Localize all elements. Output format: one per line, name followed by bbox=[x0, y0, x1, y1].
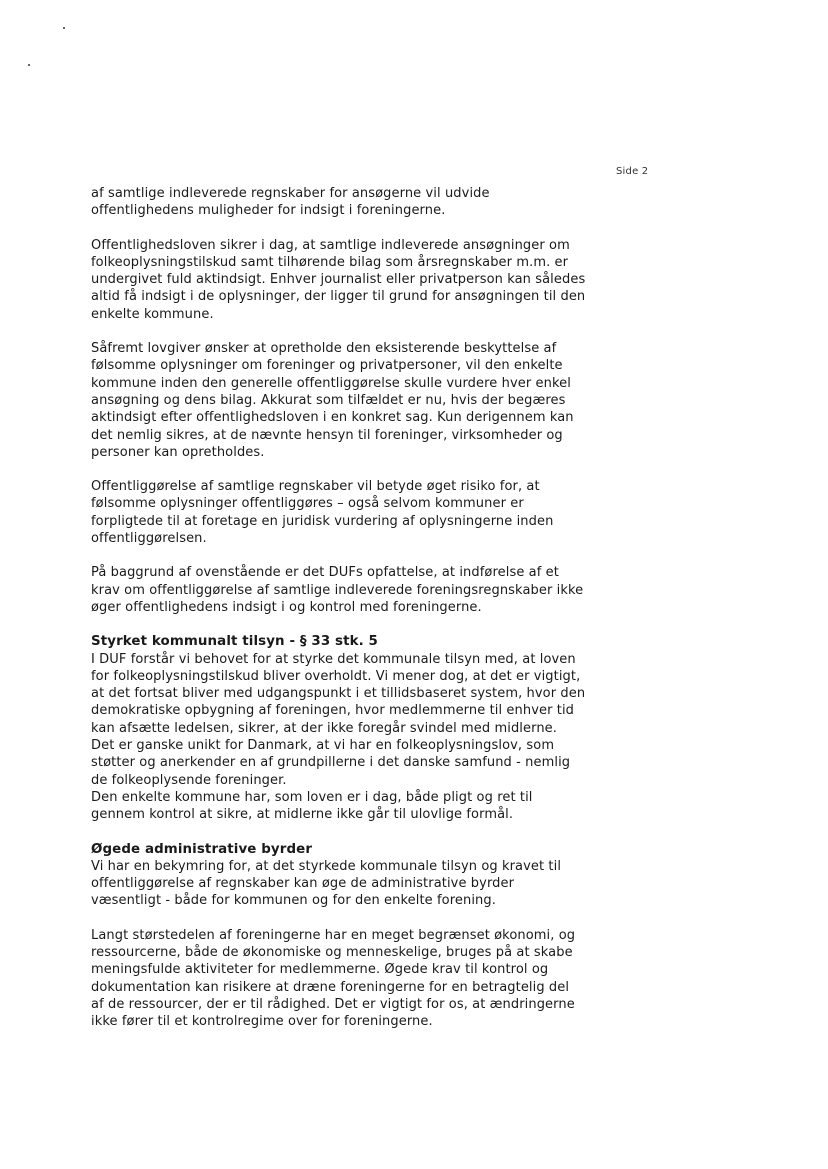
text-line: offentliggørelsen. bbox=[91, 531, 207, 547]
text-line: enkelte kommune. bbox=[91, 306, 214, 322]
paragraph bbox=[91, 237, 611, 323]
scan-speck bbox=[63, 27, 65, 29]
text-line: følsomme oplysninger om foreninger og privatpersoner, vil den enkelte bbox=[91, 358, 563, 374]
paragraph bbox=[91, 858, 611, 910]
paragraph bbox=[91, 651, 611, 789]
text-line: folkeoplysningstilskud samt tilhørende bilag som årsregnskaber m.m. er bbox=[91, 254, 569, 270]
section-heading: Øgede administrative byrder bbox=[91, 841, 313, 857]
paragraph bbox=[91, 789, 611, 824]
text-line: undergivet fuld aktindsigt. Enhver journalist eller privatperson kan således bbox=[91, 272, 586, 288]
text-line: Langt størstedelen af foreningerne har en meget begrænset økonomi, og bbox=[91, 927, 576, 943]
page-number: Side 2 bbox=[616, 166, 649, 177]
text-line: I DUF forstår vi behovet for at styrke det kommunale tilsyn med, at loven bbox=[91, 651, 576, 667]
text-line: øger offentlighedens indsigt i og kontrol med foreningerne. bbox=[91, 599, 482, 615]
text-line: ressourcerne, både de økonomiske og menneskelige, bruges på at skabe bbox=[91, 944, 573, 960]
text-line: personer kan opretholdes. bbox=[91, 444, 265, 460]
text-line: kommune inden den generelle offentliggørelse skulle vurdere hver enkel bbox=[91, 375, 571, 391]
text-line: offentliggørelse af regnskaber kan øge de administrative byrder bbox=[91, 876, 515, 892]
section-heading: Styrket kommunalt tilsyn - § 33 stk. 5 bbox=[91, 634, 378, 650]
text-line: Offentlighedsloven sikrer i dag, at samtlige indleverede ansøgninger om bbox=[91, 237, 570, 253]
paragraph bbox=[91, 185, 611, 220]
text-line: for folkeoplysningstilskud bliver overholdt. Vi mener dog, at det er vigtigt, bbox=[91, 668, 581, 684]
text-line: altid få indsigt i de oplysninger, der ligger til grund for ansøgningen til den bbox=[91, 289, 586, 305]
text-line: dokumentation kan risikere at dræne foreningerne for en betragtelig del bbox=[91, 979, 570, 995]
text-line: meningsfulde aktiviteter for medlemmerne. Øgede krav til kontrol og bbox=[91, 962, 549, 978]
text-line: aktindsigt efter offentlighedsloven i en konkret sag. Kun derigennem kan bbox=[91, 410, 574, 426]
text-line: ansøgning og dens bilag. Akkurat som tilfældet er nu, hvis der begæres bbox=[91, 392, 566, 408]
text-line: støtter og anerkender en af grundpillerne i det danske samfund - nemlig bbox=[91, 755, 571, 771]
text-line: Vi har en bekymring for, at det styrkede kommunale tilsyn og kravet til bbox=[91, 858, 562, 874]
text-line: forpligtede til at foretage en juridisk vurdering af oplysningerne inden bbox=[91, 513, 554, 529]
text-line: af de ressourcer, der er til rådighed. Det er vigtigt for os, at ændringerne bbox=[91, 996, 575, 1012]
text-line: af samtlige indleverede regnskaber for ansøgerne vil udvide bbox=[91, 186, 490, 201]
text-line: det nemlig sikres, at de nævnte hensyn til foreninger, virksomheder og bbox=[91, 427, 563, 443]
text-line: gennem kontrol at sikre, at midlerne ikke går til ulovlige formål. bbox=[91, 807, 514, 823]
text-line: Offentliggørelse af samtlige regnskaber vil betyde øget risiko for, at bbox=[91, 479, 540, 495]
paragraph bbox=[91, 927, 611, 1031]
text-line: Såfremt lovgiver ønsker at opretholde den eksisterende beskyttelse af bbox=[91, 341, 557, 357]
text-line: Det er ganske unikt for Danmark, at vi har en folkeoplysningslov, som bbox=[91, 738, 555, 754]
scan-speck bbox=[28, 64, 30, 66]
text-line: følsomme oplysninger offentliggøres – også selvom kommuner er bbox=[91, 496, 524, 512]
text-line: På baggrund af ovenstående er det DUFs opfattelse, at indførelse af et bbox=[91, 565, 559, 581]
text-line: krav om offentliggørelse af samtlige indleverede foreningsregnskaber ikke bbox=[91, 582, 584, 598]
text-line: ikke fører til et kontrolregime over for foreningerne. bbox=[91, 1014, 433, 1030]
paragraph bbox=[91, 478, 611, 547]
text-line: at det fortsat bliver med udgangspunkt i et tillidsbaseret system, hvor den bbox=[91, 686, 586, 702]
text-line: væsentligt - både for kommunen og for den enkelte forening. bbox=[91, 893, 496, 909]
text-line: offentlighedens muligheder for indsigt i foreningerne. bbox=[91, 203, 446, 219]
paragraph bbox=[91, 340, 611, 461]
document-body bbox=[91, 185, 611, 1047]
text-line: kan afsætte ledelsen, sikrer, at der ikke foregår svindel med midlerne. bbox=[91, 720, 557, 736]
text-line: demokratiske opbygning af foreningen, hvor medlemmerne til enhver tid bbox=[91, 703, 575, 719]
paragraph bbox=[91, 564, 611, 616]
text-line: de folkeoplysende foreninger. bbox=[91, 772, 287, 788]
text-line: Den enkelte kommune har, som loven er i dag, både pligt og ret til bbox=[91, 789, 533, 805]
